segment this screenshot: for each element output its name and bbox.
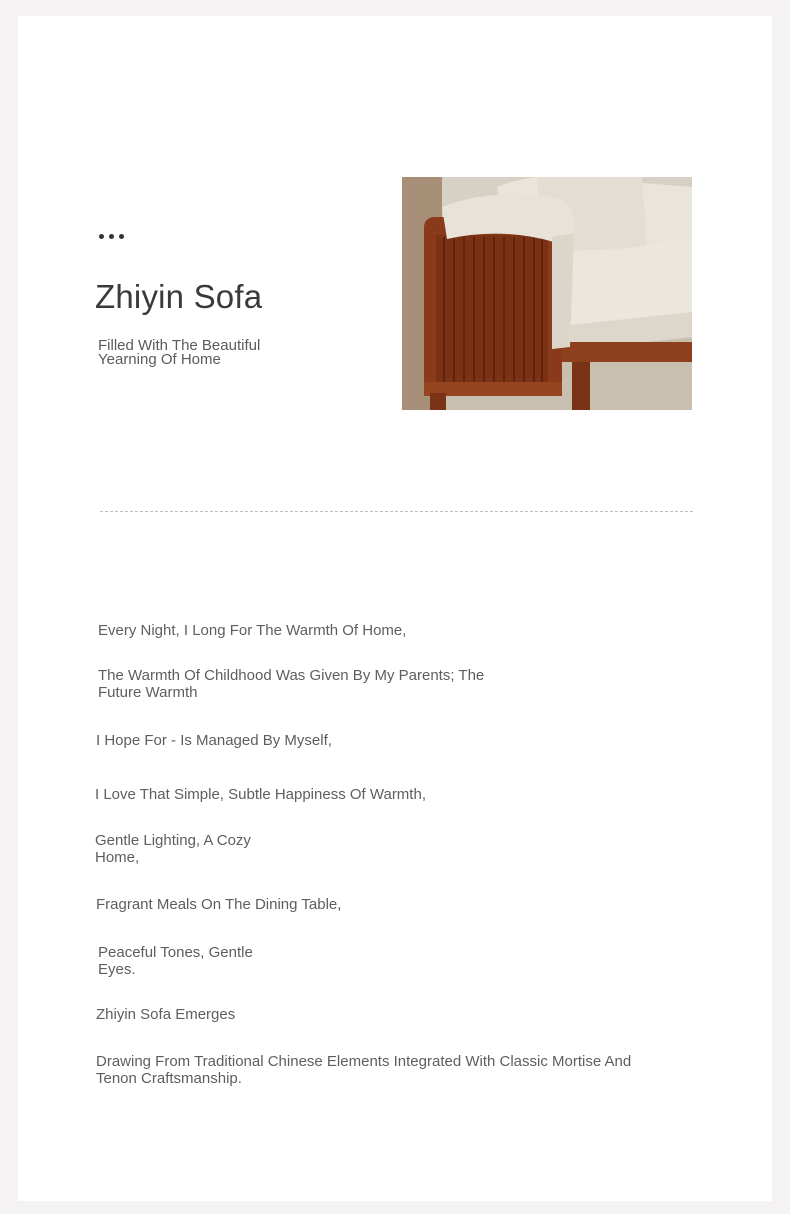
story-line: The Warmth Of Childhood Was Given By My Parents; The Future Warmth — [98, 667, 485, 701]
page-subtitle: Filled With The Beautiful Yearning Of Home — [98, 337, 261, 368]
dot — [99, 234, 104, 239]
ellipsis-icon[interactable] — [99, 234, 124, 239]
story-line: I Hope For - Is Managed By Myself, — [96, 732, 332, 749]
dot — [109, 234, 114, 239]
dot — [119, 234, 124, 239]
story-line: Gentle Lighting, A Cozy Home, — [95, 832, 251, 866]
sofa-photo — [402, 177, 692, 410]
story-line: Fragrant Meals On The Dining Table, — [96, 896, 342, 913]
story-line: Drawing From Traditional Chinese Elements Integrated With Classic Mortise And Tenon Craftsmanship. — [96, 1053, 632, 1087]
story-line: Zhiyin Sofa Emerges — [96, 1006, 236, 1023]
page-card — [18, 16, 772, 1201]
story-line: Peaceful Tones, Gentle Eyes. — [98, 944, 253, 978]
page-title: Zhiyin Sofa — [95, 278, 263, 315]
section-divider — [100, 511, 693, 512]
story-line: Every Night, I Long For The Warmth Of Home, — [98, 622, 407, 639]
story-line: I Love That Simple, Subtle Happiness Of Warmth, — [95, 786, 426, 803]
